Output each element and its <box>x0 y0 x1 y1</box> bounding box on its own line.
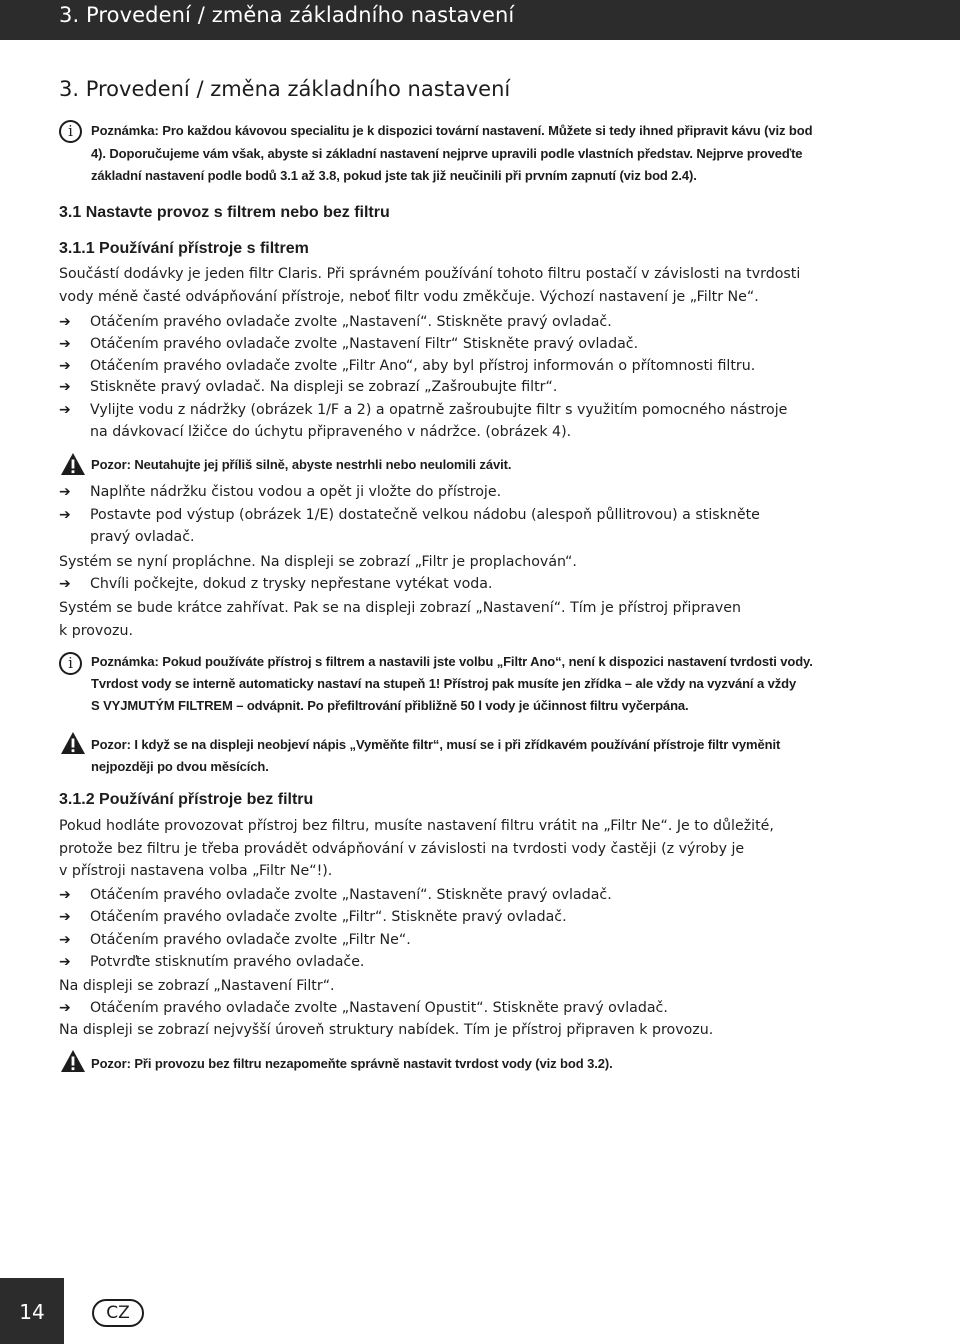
warning-text: Pozor: Při provozu bez filtru nezapomeňte správně nastavit tvrdost vody (viz bod 3.2). <box>91 1056 613 1071</box>
paragraph-line: vody méně časté odvápňování přístroje, neboť filtr vodu změkčuje. Výchozí nastavení je „Filtr Ne“. <box>59 289 759 305</box>
arrow-icon: ➔ <box>59 484 71 500</box>
header-title: 3. Provedení / změna základního nastavení <box>59 3 515 27</box>
arrow-icon: ➔ <box>59 336 71 352</box>
heading-3-1: 3.1 Nastavte provoz s filtrem nebo bez filtru <box>59 204 390 221</box>
paragraph-line: protože bez filtru je třeba provádět odvápňování v závislosti na tvrdosti vody častěji (z výroby je <box>59 841 745 857</box>
step-item: Potvrďte stisknutím pravého ovladače. <box>90 954 365 970</box>
arrow-icon: ➔ <box>59 314 71 330</box>
page-number: 14 <box>19 1300 45 1324</box>
step-item: Otáčením pravého ovladače zvolte „Nastavení“. Stiskněte pravý ovladač. <box>90 887 612 903</box>
step-item-continued: na dávkovací lžičce do úchytu připraveného v nádržce. (obrázek 4). <box>90 424 572 440</box>
arrow-icon: ➔ <box>59 954 71 970</box>
arrow-icon: ➔ <box>59 932 71 948</box>
warning-icon <box>60 731 86 755</box>
step-item: Otáčením pravého ovladače zvolte „Nastavení Opustit“. Stiskněte pravý ovladač. <box>90 1000 668 1016</box>
warning-icon <box>60 1049 86 1073</box>
paragraph-line: Systém se bude krátce zahřívat. Pak se na displeji zobrazí „Nastavení“. Tím je přístroj připraven <box>59 600 742 616</box>
warning-text: nejpozději po dvou měsících. <box>91 759 269 774</box>
warning-icon <box>60 452 86 476</box>
step-item: Postavte pod výstup (obrázek 1/E) dostatečně velkou nádobu (alespoň půllitrovou) a stiskněte <box>90 507 760 523</box>
paragraph-line: Systém se nyní propláchne. Na displeji se zobrazí „Filtr je proplachován“. <box>59 554 577 570</box>
arrow-icon: ➔ <box>59 1000 71 1016</box>
paragraph-line: Pokud hodláte provozovat přístroj bez filtru, musíte nastavení filtru vrátit na „Filtr Ne“. Je to důležité, <box>59 818 774 834</box>
arrow-icon: ➔ <box>59 358 71 374</box>
intro-note-line: základní nastavení podle bodů 3.1 až 3.8, pokud jste tak již neučinili při prvním zapnutí (viz bod 2.4). <box>91 168 697 183</box>
note-line: Poznámka: Pokud používáte přístroj s filtrem a nastavili jste volbu „Filtr Ano“, není k dispozici nastavení tvrdosti vody. <box>91 654 813 669</box>
step-item: Stiskněte pravý ovladač. Na displeji se zobrazí „Zašroubujte filtr“. <box>90 379 558 395</box>
intro-note-line: Poznámka: Pro každou kávovou specialitu je k dispozici tovární nastavení. Můžete si tedy ihned připravit kávu (viz bod <box>91 123 813 138</box>
arrow-icon: ➔ <box>59 402 71 418</box>
paragraph-line: Součástí dodávky je jeden filtr Claris. Při správném používání tohoto filtru postačí v závislosti na tvrdosti <box>59 266 801 282</box>
arrow-icon: ➔ <box>59 507 71 523</box>
step-item: Naplňte nádržku čistou vodou a opět ji vložte do přístroje. <box>90 484 502 500</box>
step-item: Otáčením pravého ovladače zvolte „Nastavení Filtr“ Stiskněte pravý ovladač. <box>90 336 639 352</box>
step-item: Otáčením pravého ovladače zvolte „Filtr Ne“. <box>90 932 411 948</box>
paragraph-line: Na displeji se zobrazí „Nastavení Filtr“. <box>59 978 335 994</box>
paragraph-line: v přístroji nastavena volba „Filtr Ne“!). <box>59 863 333 879</box>
step-item-continued: pravý ovladač. <box>90 529 195 545</box>
arrow-icon: ➔ <box>59 909 71 925</box>
language-badge: CZ <box>92 1299 144 1327</box>
warning-text: Pozor: Neutahujte jej příliš silně, abyste nestrhli nebo neulomili závit. <box>91 457 512 472</box>
info-icon: i <box>59 652 82 675</box>
warning-text: Pozor: I když se na displeji neobjeví nápis „Vyměňte filtr“, musí se i při zřídkavém používání přístroje filtr vyměnit <box>91 737 781 752</box>
step-item: Vylijte vodu z nádržky (obrázek 1/F a 2) a opatrně zašroubujte filtr s využitím pomocného nástroje <box>90 402 788 418</box>
step-item: Chvíli počkejte, dokud z trysky nepřestane vytékat voda. <box>90 576 493 592</box>
note-line: Tvrdost vody se interně automaticky nastaví na stupeň 1! Přístroj pak musíte jen zřídka – ale vždy na vyzvání a vždy <box>91 676 797 691</box>
step-item: Otáčením pravého ovladače zvolte „Filtr“. Stiskněte pravý ovladač. <box>90 909 567 925</box>
intro-note-line: 4). Doporučujeme vám však, abyste si základní nastavení nejprve upravili podle vlastních představ. Nejprve proveďte <box>91 146 803 161</box>
arrow-icon: ➔ <box>59 576 71 592</box>
arrow-icon: ➔ <box>59 887 71 903</box>
paragraph-line: Na displeji se zobrazí nejvyšší úroveň struktury nabídek. Tím je přístroj připraven k provozu. <box>59 1022 714 1038</box>
arrow-icon: ➔ <box>59 379 71 395</box>
info-icon: i <box>59 120 82 143</box>
page-title: 3. Provedení / změna základního nastavení <box>59 77 511 101</box>
paragraph-line: k provozu. <box>59 623 133 639</box>
heading-3-1-2: 3.1.2 Používání přístroje bez filtru <box>59 791 314 808</box>
heading-3-1-1: 3.1.1 Používání přístroje s filtrem <box>59 240 309 257</box>
step-item: Otáčením pravého ovladače zvolte „Nastavení“. Stiskněte pravý ovladač. <box>90 314 612 330</box>
step-item: Otáčením pravého ovladače zvolte „Filtr Ano“, aby byl přístroj informován o přítomnosti filtru. <box>90 358 756 374</box>
note-line: S VYJMUTÝM FILTREM – odvápnit. Po přefiltrování přibližně 50 l vody je účinnost filtru vyčerpána. <box>91 698 689 713</box>
